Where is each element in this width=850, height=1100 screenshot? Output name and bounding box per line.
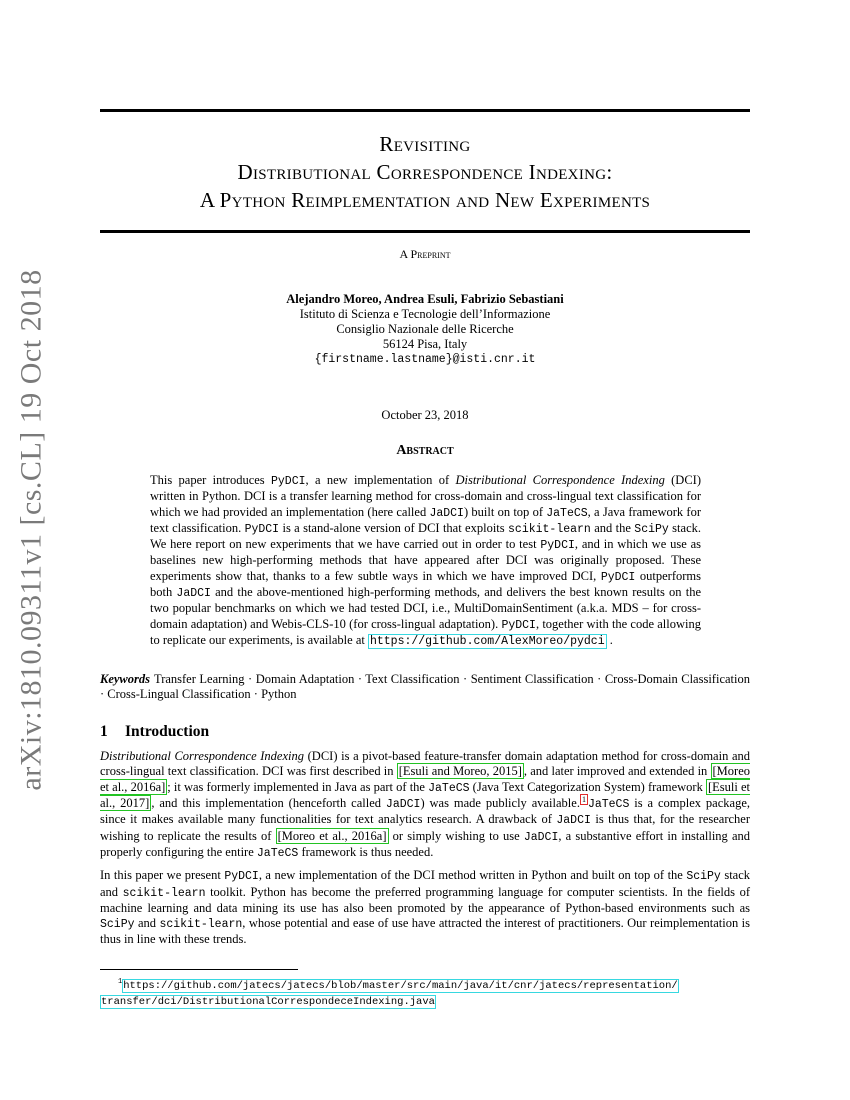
- intro-paragraph-2: In this paper we present PyDCI, a new implementation of the DCI method written in Python and built on top of the SciPy stack and scikit-learn toolkit. Python has become the preferred programming language for computer scientists. In the fields of machine learning and data mining its use has also been promoted by the appearance of Python-based environments such as SciPy and scikit-learn, whose potential and ease of use have attracted the interest of practitioners. Our reimplementation is thus in line with these trends.: [100, 868, 751, 947]
- introduction-body: [100, 749, 750, 955]
- section-number: 1: [100, 723, 108, 740]
- intro-paragraph-1: Distributional Correspondence Indexing (DCI) is a pivot-based feature-transfer domain adaptation method for cross-domain and cross-lingual text classification. DCI was first described in [Esuli and Moreo, 2015] , and later improved and extended in [Moreo et al., 2016a] ; it was formerly implemented in Java as part of the JaTeCS (Java Text Categorization System) framework [Esuli et al., 2017] , and this implementation (henceforth called JaDCI) was made publicly available. $^1$ JaTeCS is a complex package, since it makes available many functionalities for text analytics research. A drawback of JaDCI is thus that, for the researcher wishing to replicate the results of [Moreo et al., 2016a] or simply wishing to use JaDCI, a substantive effort in installing and properly configuring the entire JaTeCS framework is thus needed.: [100, 749, 751, 860]
- keywords: [100, 672, 750, 703]
- title-bottom-rule: [100, 230, 750, 233]
- preprint-label: A Preprint: [399, 247, 451, 261]
- abstract-text: This paper introduces PyDCI, a new implementation of Distributional Correspondence Indexing (DCI) written in Python. DCI is a transfer learning method for cross-domain and cross-lingual text classification for which we had provided an implementation (here called JaDCI) built on top of JaTeCS, a Java framework for text classification. PyDCI is a stand-alone version of DCI that exploits scikit-learn and the SciPy stack. We here report on new experiments that we have carried out in order to test PyDCI, and in which we use as baselines new high-performing methods that have appeared after DCI was originally proposed. These experiments show that, thanks to a few subtle ways in which we have improved DCI, PyDCI outperforms both JaDCI and the above-mentioned high-performing methods, and delivers the best known results on the two popular benchmarks on which we had tested DCI, i.e., MultiDomainSentiment (a.k.a. MDS – for cross-domain adaptation) and Webis-CLS-10 (for cross-lingual adaptation). PyDCI, together with the code allowing to replicate our experiments, is available at https://github.com/AlexMoreo/pydci .: [150, 473, 702, 648]
- title-line-3: A Python Reimplementation and New Experiments: [199, 188, 651, 212]
- section-heading-introduction: [100, 723, 750, 741]
- title-line-1: Revisiting: [379, 132, 471, 156]
- footnote-url-line-2[interactable]: transfer/dci/DistributionalCorrespondeceIndexing.java: [101, 995, 435, 1008]
- section-title: Introduction: [125, 723, 210, 740]
- title-top-rule: [100, 109, 750, 112]
- citation-esuli-2017[interactable]: [Esuli et al., 2017]: [100, 779, 750, 811]
- paper-title: [100, 130, 750, 214]
- footnote: [100, 974, 755, 1010]
- pydci-github-link[interactable]: https://github.com/AlexMoreo/pydci: [369, 634, 605, 648]
- affiliation-council: Consiglio Nazionale delle Ricerche: [336, 322, 514, 336]
- citation-moreo-2016a[interactable]: [Moreo et al., 2016a]: [100, 764, 750, 794]
- keywords-list: Transfer Learning · Domain Adaptation · Text Classification · Sentiment Classification · Cross-Domain Classification · Cross-Lingual Classification · Python: [100, 672, 750, 702]
- footnote-marker[interactable]: 1: [581, 794, 586, 804]
- author-email: {firstname.lastname}@isti.cnr.it: [314, 353, 536, 366]
- footnote-number: 1: [118, 978, 123, 986]
- author-block: [100, 292, 750, 367]
- citation-moreo-2016a-second[interactable]: [Moreo et al., 2016a]: [277, 828, 387, 843]
- footnote-url-line-1[interactable]: https://github.com/jatecs/jatecs/blob/master/src/main/java/it/cnr/jatecs/representation/: [123, 979, 678, 992]
- keywords-label: Keywords: [100, 672, 150, 686]
- footnote-rule: [100, 969, 298, 970]
- arxiv-identifier: arXiv:1810.09311v1 [cs.CL] 19 Oct 2018: [15, 269, 48, 791]
- title-line-2: Distributional Correspondence Indexing:: [237, 160, 613, 184]
- abstract-heading: Abstract: [396, 443, 454, 458]
- affiliation-institute: Istituto di Scienza e Tecnologie dell’Informazione: [299, 307, 551, 321]
- author-names: Alejandro Moreo, Andrea Esuli, Fabrizio Sebastiani: [286, 292, 564, 306]
- paper-date: October 23, 2018: [381, 408, 469, 422]
- affiliation-address: 56124 Pisa, Italy: [382, 337, 468, 351]
- citation-esuli-moreo-2015[interactable]: [Esuli and Moreo, 2015]: [398, 764, 522, 779]
- arxiv-side-stamp: [12, 269, 52, 791]
